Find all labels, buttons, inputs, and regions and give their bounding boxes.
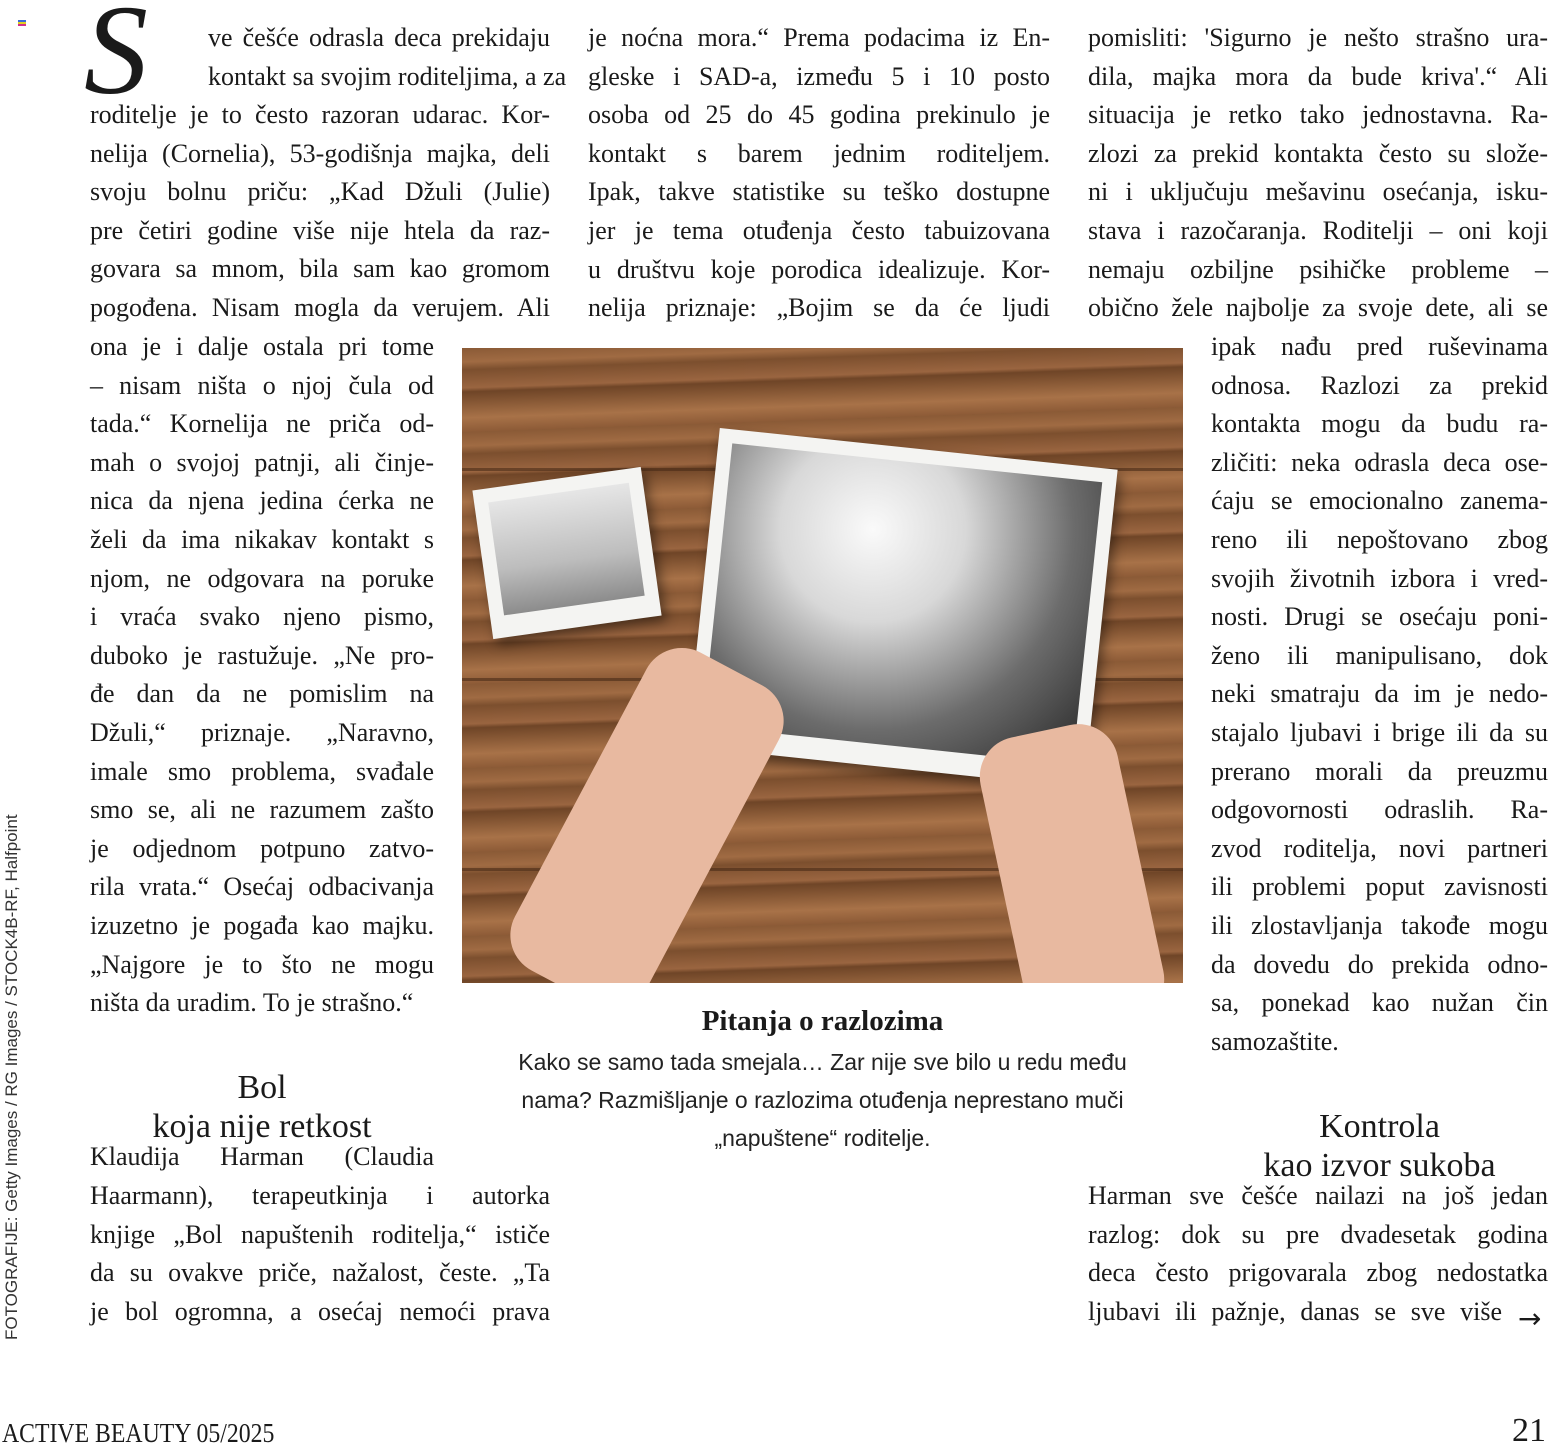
text-line: nelija priznaje: „Bojim se da će ljudi <box>588 293 1050 323</box>
text-line: zlozi za prekid kontakta često su slože- <box>1088 138 1548 168</box>
continue-arrow-icon: → <box>1518 1302 1542 1335</box>
text-line: ili zlostavljanja takođe mogu <box>1211 910 1548 940</box>
text-line: nelija (Cornelia), 53-godišnja majka, deli <box>90 138 550 168</box>
text-line: želi da ima nikakav kontakt s <box>90 524 434 554</box>
text-line: rila vrata.“ Osećaj odbacivanja <box>90 872 434 902</box>
text-line: gleske i SAD-a, između 5 i 10 posto <box>588 61 1050 91</box>
text-line: sa, ponekad kao nužan čin <box>1211 988 1548 1018</box>
text-line: tada.“ Kornelija ne priča od- <box>90 409 434 439</box>
text-line: je noćna mora.“ Prema podacima iz En- <box>588 23 1050 52</box>
text-line: odgovornosti odraslih. Ra- <box>1211 795 1548 825</box>
text-line: Haarmann), terapeutkinja i autorka <box>90 1181 550 1210</box>
text-line: roditelje je to često razoran udarac. Kor- <box>90 100 550 129</box>
column1-intro <box>208 19 567 96</box>
caption-title: Pitanja o razlozima <box>701 1005 944 1037</box>
text-line: ona je i dalje ostala pri tome <box>90 332 434 361</box>
page-number: 21 <box>1512 1412 1546 1449</box>
article-photo <box>462 348 1183 983</box>
text-line: da dovedu do prekida odno- <box>1211 949 1548 979</box>
column1-section-body <box>90 1177 550 1331</box>
text-line: – nisam ništa o njoj čula od <box>90 370 434 400</box>
column3-narrow <box>1211 328 1548 1061</box>
section-heading-bol <box>90 1068 434 1146</box>
text-line: svoju bolnu priču: „Kad Džuli (Julie) <box>90 177 550 207</box>
right-hand <box>972 717 1171 983</box>
print-registration-mark <box>18 20 26 26</box>
text-line: prerano morali da preuzmu <box>1211 756 1548 786</box>
text-line: nemaju ozbiljne psihičke probleme – <box>1088 254 1548 284</box>
text-line: izuzetno je pogađa kao majku. <box>90 910 434 940</box>
text-line: deca često prigovarala zbog nedostatka <box>1088 1258 1548 1288</box>
text-line: pre četiri godine više nije htela da raz- <box>90 215 550 245</box>
text-line: nosti. Drugi se osećaju poni- <box>1211 602 1548 632</box>
text-line: reno ili nepoštovano zbog <box>1211 524 1548 554</box>
text-line: ćaju se emocionalno zanema- <box>1211 486 1548 516</box>
text-line: ili problemi poput zavisnosti <box>1211 872 1548 902</box>
text-line: ipak nađu pred ruševinama <box>1211 332 1548 361</box>
text-line: obično žele najbolje za svoje dete, ali se <box>1088 293 1548 323</box>
text-line: Džuli,“ priznaje. „Naravno, <box>90 717 434 747</box>
text-line: stajalo ljubavi i brige ili da su <box>1211 717 1548 747</box>
column1-wide <box>90 96 550 328</box>
text-line: Ipak, takve statistike su teško dostupne <box>588 177 1050 207</box>
text-line: je bol ogromna, a osećaj nemoći prava <box>90 1296 550 1326</box>
text-line: kontakt sa svojim roditeljima, a za <box>208 61 567 91</box>
section-heading-line: Bol <box>237 1069 287 1106</box>
section-heading-line: Kontrola <box>1319 1108 1440 1145</box>
text-line: je odjednom potpuno zatvo- <box>90 833 434 863</box>
text-line: pogođena. Nisam mogla da verujem. Ali <box>90 292 550 322</box>
drop-cap: S <box>84 0 148 121</box>
text-line: zličiti: neka odrasla deca ose- <box>1211 447 1548 477</box>
text-line: razlog: dok su pre dvadesetak godina <box>1088 1219 1548 1249</box>
text-line: jer je tema otuđenja često tabuizovana <box>588 215 1050 245</box>
text-line: ništa da uradim. To je strašno.“ <box>90 988 414 1018</box>
section-heading-kontrola <box>1211 1107 1548 1185</box>
text-line: Harman sve češće nailazi na još jedan <box>1088 1181 1548 1210</box>
text-line: odnosa. Razlozi za prekid <box>1211 370 1548 400</box>
text-line: stava i razočaranja. Roditelji – oni koji <box>1088 215 1548 245</box>
text-line: ljubavi ili pažnje, danas se sve više <box>1088 1297 1502 1326</box>
text-line: pomisliti: 'Sigurno je nešto strašno ura- <box>1088 23 1548 52</box>
text-line: samozaštite. <box>1211 1026 1339 1056</box>
column3-section-body <box>1088 1177 1548 1293</box>
text-line: ve češće odrasla deca prekidaju <box>208 23 550 52</box>
column3-wide <box>1088 19 1548 328</box>
text-line: zvod roditelja, novi partneri <box>1211 833 1548 863</box>
section-heading-line: koja nije retkost <box>152 1108 372 1145</box>
text-line: ženo ili manipulisano, dok <box>1211 640 1548 670</box>
text-line: svojih životnih izbora i vred- <box>1211 563 1548 593</box>
caption-text: Kako se samo tada smejala… Zar nije sve bilo u redu među nama? Razmišljanje o razlozima otuđenja neprestano muči „napuštene“ roditelje. <box>518 1049 1127 1151</box>
photo-credit: FOTOGRAFIJE: Getty Images / RG Images / STOCK4B-RF, Halfpoint <box>2 814 21 1340</box>
text-line: ni i uključuju mešavinu osećanja, isku- <box>1088 177 1548 207</box>
text-line: osoba od 25 do 45 godina prekinulo je <box>588 100 1050 130</box>
text-line: kontakta mogu da budu ra- <box>1211 409 1548 439</box>
small-photo-print <box>472 467 661 639</box>
section-heading-line: kao izvor sukoba <box>1263 1147 1496 1184</box>
footer-magazine: ACTIVE BEAUTY 05/2025 <box>2 1418 275 1448</box>
text-line: imale smo problema, svađale <box>90 756 434 786</box>
text-line: „Najgore je to što ne mogu <box>90 949 434 979</box>
column2-body <box>588 19 1050 328</box>
text-line: i vraća svako njeno pismo, <box>90 602 434 632</box>
text-line: mah o svojoj patnji, ali činje- <box>90 447 434 477</box>
text-line: situacija je retko tako jednostavna. Ra- <box>1088 100 1548 130</box>
text-line: neki smatraju da im je nedo- <box>1211 679 1548 709</box>
text-line: nica da njena jedina ćerka ne <box>90 486 434 516</box>
left-hand <box>496 634 797 983</box>
column1-narrow <box>90 328 434 1023</box>
text-line: u društvu koje porodica idealizuje. Kor- <box>588 254 1050 284</box>
text-line: smo se, ali ne razumem zašto <box>90 795 434 825</box>
text-line: knjige „Bol napuštenih roditelja,“ ističe <box>90 1219 550 1249</box>
text-line: duboko je rastužuje. „Ne pro- <box>90 640 434 670</box>
text-line: njom, ne odgovara na poruke <box>90 563 434 593</box>
column3-section-last <box>1088 1293 1502 1332</box>
text-line: đe dan da ne pomislim na <box>90 679 434 709</box>
text-line: kontakt s barem jednim roditeljem. <box>588 138 1050 168</box>
text-line: dila, majka mora da bude kriva'.“ Ali <box>1088 61 1548 91</box>
text-line: da su ovakve priče, nažalost, česte. „Ta <box>90 1258 550 1288</box>
text-line: govara sa mnom, bila sam kao gromom <box>90 254 550 284</box>
text-line: Klaudija Harman (Claudia <box>90 1142 434 1171</box>
column1-section-first <box>90 1138 434 1177</box>
